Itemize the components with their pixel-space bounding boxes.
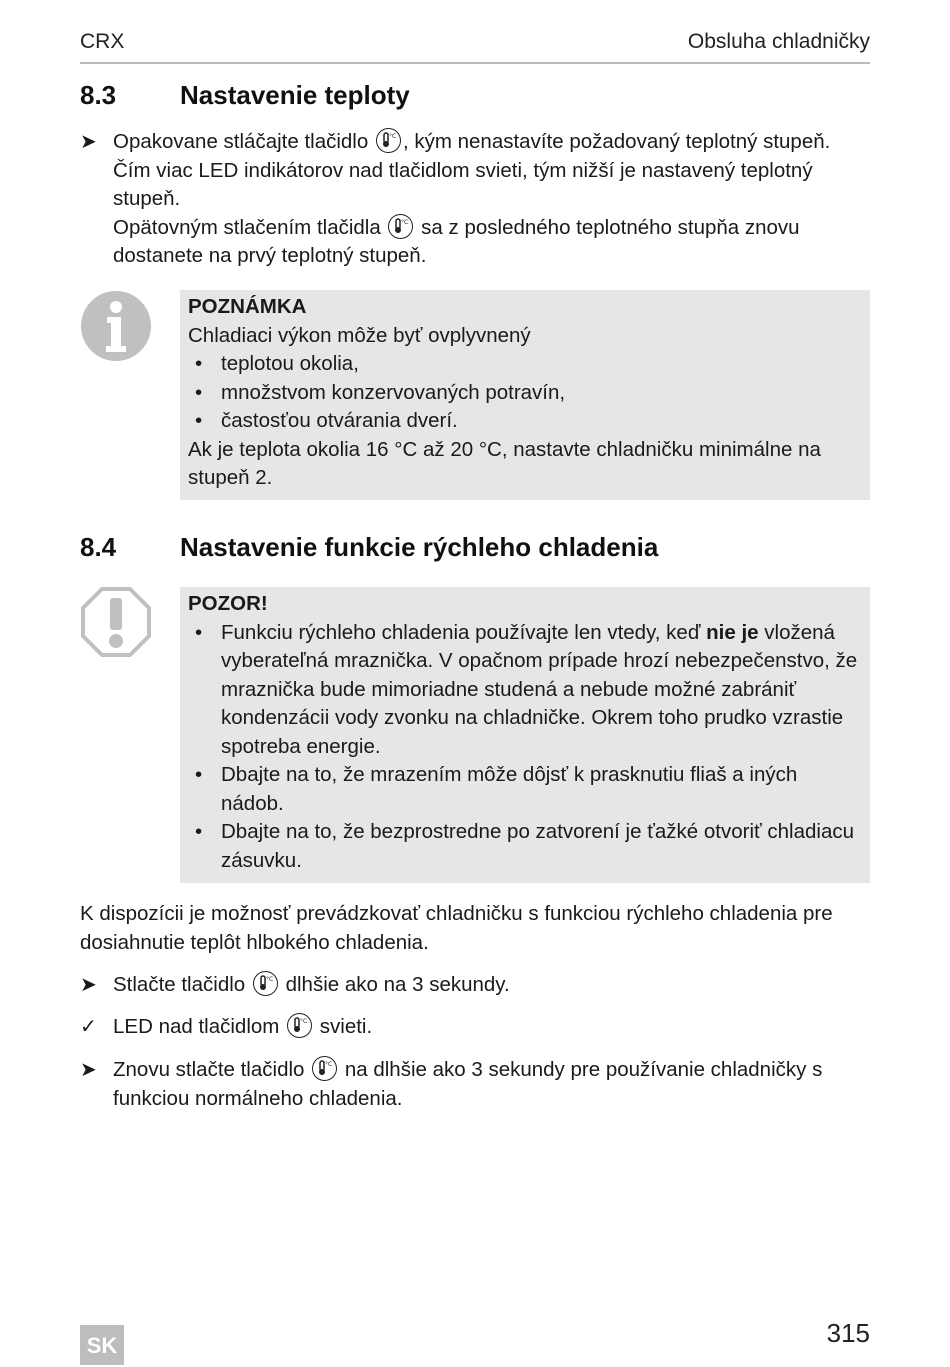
step-text: LED nad tlačidlom	[113, 1015, 280, 1038]
info-icon	[80, 290, 152, 367]
caution-emphasis: nie je	[706, 620, 759, 644]
section-heading-8-3	[80, 80, 410, 111]
page-header	[80, 30, 870, 64]
caution-text: Funkciu rýchleho chladenia používajte len vtedy, keď	[221, 620, 701, 644]
svg-text:°C: °C	[300, 1018, 308, 1025]
svg-text:°C: °C	[401, 218, 409, 226]
note-intro: Chladiaci výkon môže byť ovplyvnený	[188, 323, 531, 347]
step-1	[113, 971, 873, 1000]
thermometer-celsius-icon	[253, 971, 278, 996]
intro-paragraph: K dispozícii je možnosť prevádzkovať chladničku s funkciou rýchleho chladenia pre dosiahnutie teplôt hlbokého chladenia.	[80, 902, 833, 954]
svg-text:°C: °C	[325, 1061, 333, 1068]
section-title: Nastavenie funkcie rýchleho chladenia	[180, 532, 659, 562]
step-text: dlhšie ako na 3 sekundy.	[285, 973, 510, 996]
arrow-marker: ➤	[80, 1059, 97, 1081]
thermometer-celsius-icon	[287, 1013, 312, 1038]
step-text: svieti.	[319, 1015, 373, 1038]
exclamation-octagon-icon	[80, 586, 152, 663]
step-2	[113, 1056, 873, 1113]
step-text: , kým nenastavíte požadovaný teplotný stupeň.	[402, 130, 831, 153]
list-item: • častosťou otvárania dverí.	[188, 407, 862, 436]
note-list	[188, 350, 862, 436]
step-text: Opakovane stláčajte tlačidlo	[113, 130, 369, 153]
step-text: na dlhšie ako 3 sekundy pre používanie chladničky s funkciou normálneho chladenia.	[113, 1058, 823, 1110]
step-text: Opätovným stlačením tlačidla	[113, 215, 381, 239]
note-box	[180, 290, 870, 500]
arrow-marker: ➤	[80, 131, 97, 153]
svg-text:°C: °C	[388, 133, 397, 140]
list-item: • teplotou okolia,	[188, 350, 862, 379]
section-heading-8-4	[80, 532, 658, 563]
step-text: Znovu stlačte tlačidlo	[113, 1058, 305, 1081]
list-item: • Dbajte na to, že bezprostredne po zatvorení je ťažké otvoriť chladiacu zásuvku.	[188, 818, 862, 875]
instruction-8-3	[113, 128, 873, 271]
page-number: 315	[826, 1318, 870, 1348]
language-badge: SK	[80, 1325, 124, 1365]
section-number: 8.4	[80, 532, 117, 562]
caution-text: vložená vyberateľná mraznička. V opačnom prípade hrozí nebezpečenstvo, že mraznička bude mimoriadne studená a nebude možné zabrániť kondenzácii vody zvonku na chladničke. Okrem toho prudko vzrastie spotreba energie.	[221, 620, 858, 758]
check-marker: ✓	[80, 1016, 97, 1038]
step-text: Čím viac LED indikátorov nad tlačidlom svieti, tým nižší je nastavený teplotný stupeň.	[113, 158, 813, 210]
header-product: CRX	[80, 30, 125, 53]
section-number: 8.3	[80, 80, 117, 110]
list-item: • množstvom konzervovaných potravín,	[188, 379, 862, 408]
caution-title: POZOR!	[188, 592, 268, 615]
note-outro: Ak je teplota okolia 16 °C až 20 °C, nastavte chladničku minimálne na stupeň 2.	[188, 437, 821, 489]
thermometer-celsius-icon	[388, 214, 413, 239]
thermometer-celsius-icon	[312, 1056, 337, 1081]
thermometer-celsius-icon	[376, 128, 401, 153]
note-title: POZNÁMKA	[188, 295, 307, 318]
section-title: Nastavenie teploty	[180, 80, 410, 110]
list-item	[188, 619, 862, 762]
list-item: • Dbajte na to, že mrazením môže dôjsť k prasknutiu fliaš a iných nádob.	[188, 761, 862, 818]
svg-text:°C: °C	[265, 976, 274, 983]
caution-box	[180, 587, 870, 883]
header-chapter: Obsluha chladničky	[687, 30, 870, 53]
step-text: sa z posledného teplotného stupňa znovu dostanete na prvý teplotný stupeň.	[113, 215, 800, 267]
step-text: Stlačte tlačidlo	[113, 973, 246, 996]
step-result	[113, 1013, 873, 1042]
caution-list	[188, 619, 862, 876]
arrow-marker: ➤	[80, 974, 97, 996]
